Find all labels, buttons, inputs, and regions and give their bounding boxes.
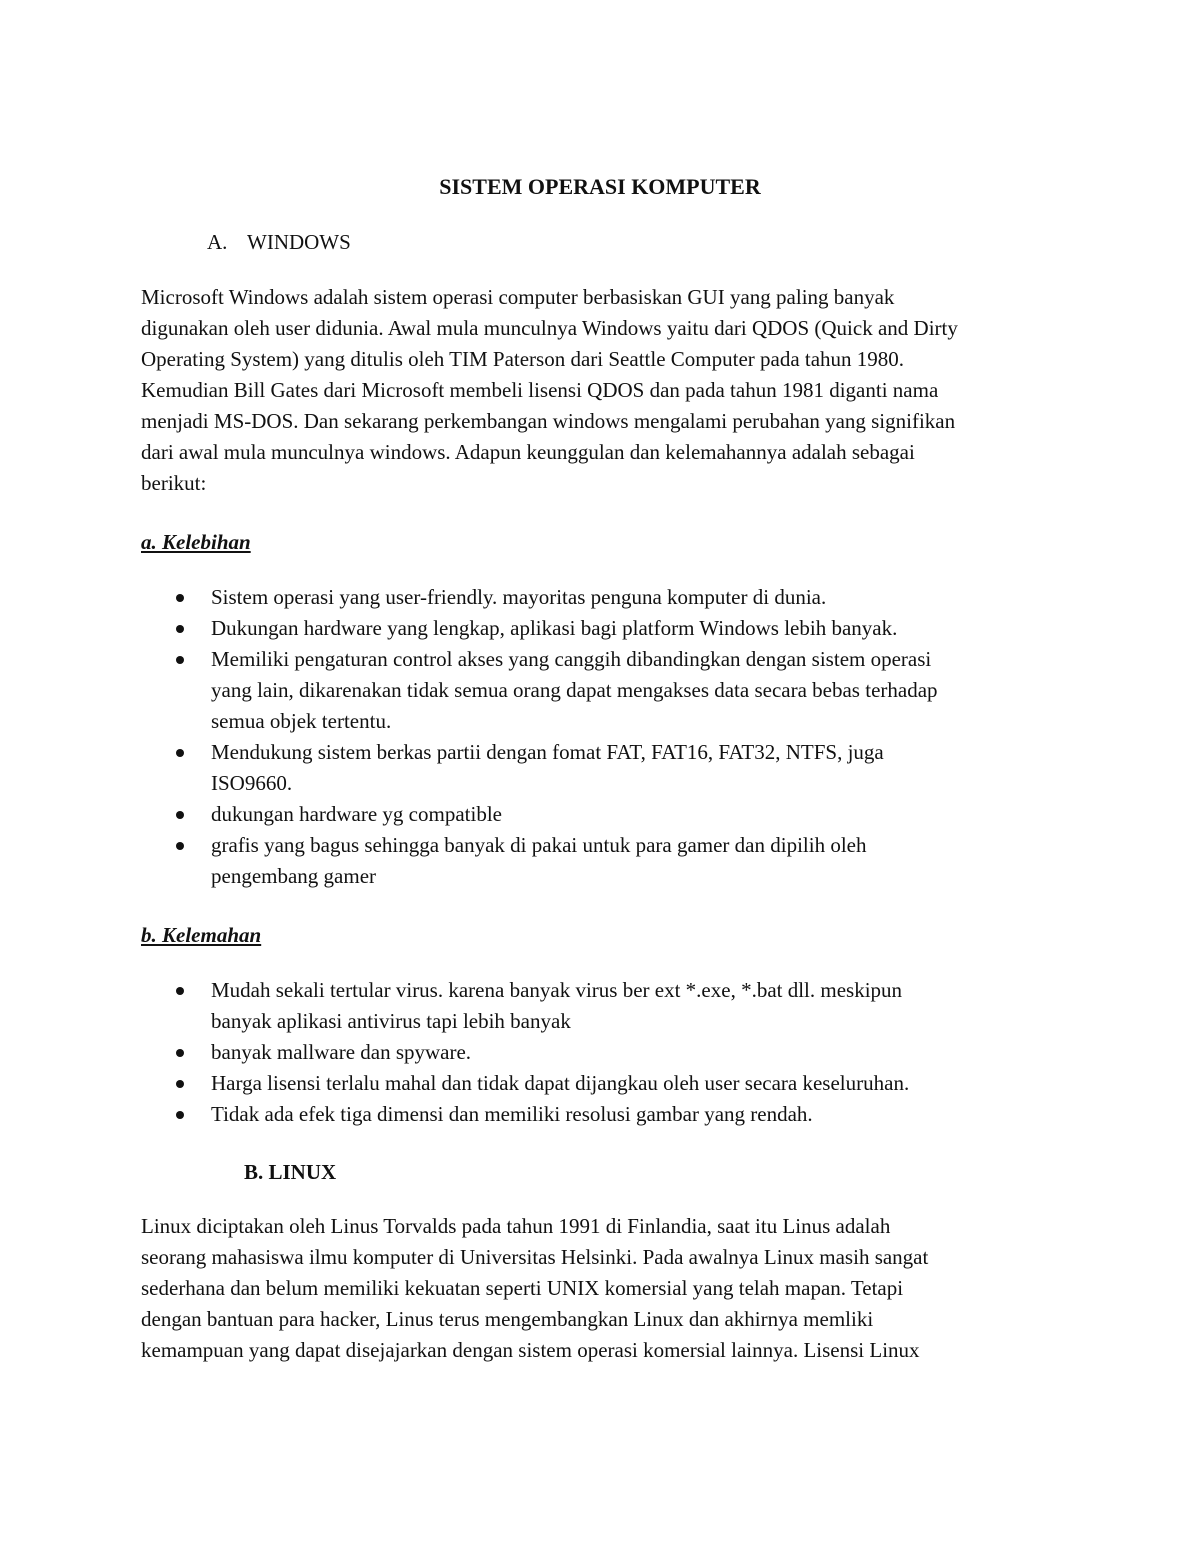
paragraph-line: berikut: [141,471,207,495]
section-a-number: A. [207,230,228,254]
bullet-icon [176,1111,184,1119]
list-item-text: pengembang gamer [211,864,377,888]
paragraph-line: Microsoft Windows adalah sistem operasi computer berbasiskan GUI yang paling banyak [141,285,895,309]
bullet-icon [176,1049,184,1057]
paragraph-line: dari awal mula munculnya windows. Adapun keunggulan dan kelemahannya adalah sebagai [141,440,915,464]
list-item [141,830,1101,892]
bullet-icon [176,1080,184,1088]
list-item-text: semua objek tertentu. [211,709,392,733]
list-item [141,613,1101,644]
list-item-text: banyak mallware dan spyware. [211,1040,472,1064]
document-title: SISTEM OPERASI KOMPUTER [439,174,761,199]
bullet-icon [176,594,184,602]
paragraph-line: dengan bantuan para hacker, Linus terus mengembangkan Linux dan akhirnya memliki [141,1307,874,1331]
list-item-text: grafis yang bagus sehingga banyak di pakai untuk para gamer dan dipilih oleh [211,833,867,857]
advantages-heading: a. Kelebihan [141,530,251,554]
list-item [141,1068,1101,1099]
bullet-icon [176,842,184,850]
paragraph-line: Operating System) yang ditulis oleh TIM Paterson dari Seattle Computer pada tahun 1980. [141,347,905,371]
list-item [141,644,1101,737]
list-item-text: Harga lisensi terlalu mahal dan tidak dapat dijangkau oleh user secara keseluruhan. [211,1071,910,1095]
linux-paragraph [141,1211,1081,1366]
paragraph-line: digunakan oleh user didunia. Awal mula munculnya Windows yaitu dari QDOS (Quick and Dirty [141,316,958,340]
list-item-text: Mendukung sistem berkas partii dengan fomat FAT, FAT16, FAT32, NTFS, juga [211,740,884,764]
disadvantages-list [141,975,1101,1130]
list-item [141,1037,1101,1068]
paragraph-line: kemampuan yang dapat disejajarkan dengan sistem operasi komersial lainnya. Lisensi Linux [141,1338,920,1362]
section-a-heading [207,227,351,258]
bullet-icon [176,749,184,757]
list-item-text: dukungan hardware yg compatible [211,802,502,826]
list-item-text: Mudah sekali tertular virus. karena banyak virus ber ext *.exe, *.bat dll. meskipun [211,978,903,1002]
list-item [141,975,1101,1037]
paragraph-line: Linux diciptakan oleh Linus Torvalds pada tahun 1991 di Finlandia, saat itu Linus adalah [141,1214,891,1238]
paragraph-line: seorang mahasiswa ilmu komputer di Universitas Helsinki. Pada awalnya Linux masih sangat [141,1245,929,1269]
list-item-text: Memiliki pengaturan control akses yang canggih dibandingkan dengan sistem operasi [211,647,932,671]
paragraph-line: menjadi MS-DOS. Dan sekarang perkembangan windows mengalami perubahan yang signifikan [141,409,956,433]
list-item-text: Sistem operasi yang user-friendly. mayoritas penguna komputer di dunia. [211,585,827,609]
bullet-icon [176,625,184,633]
list-item-text: ISO9660. [211,771,293,795]
list-item [141,799,1101,830]
advantages-list [141,582,1101,892]
list-item [141,737,1101,799]
list-item-text: Tidak ada efek tiga dimensi dan memiliki resolusi gambar yang rendah. [211,1102,813,1126]
list-item-text: Dukungan hardware yang lengkap, aplikasi bagi platform Windows lebih banyak. [211,616,898,640]
windows-paragraph [141,282,1081,499]
bullet-icon [176,811,184,819]
bullet-icon [176,987,184,995]
list-item [141,582,1101,613]
section-a-title: WINDOWS [247,230,351,254]
disadvantages-heading: b. Kelemahan [141,923,262,947]
paragraph-line: Kemudian Bill Gates dari Microsoft membeli lisensi QDOS dan pada tahun 1981 diganti nama [141,378,939,402]
list-item-text: yang lain, dikarenakan tidak semua orang dapat mengakses data secara bebas terhadap [211,678,938,702]
list-item-text: banyak aplikasi antivirus tapi lebih banyak [211,1009,571,1033]
paragraph-line: sederhana dan belum memiliki kekuatan seperti UNIX komersial yang telah mapan. Tetapi [141,1276,904,1300]
bullet-icon [176,656,184,664]
list-item [141,1099,1101,1130]
section-b-heading: B. LINUX [244,1160,337,1184]
